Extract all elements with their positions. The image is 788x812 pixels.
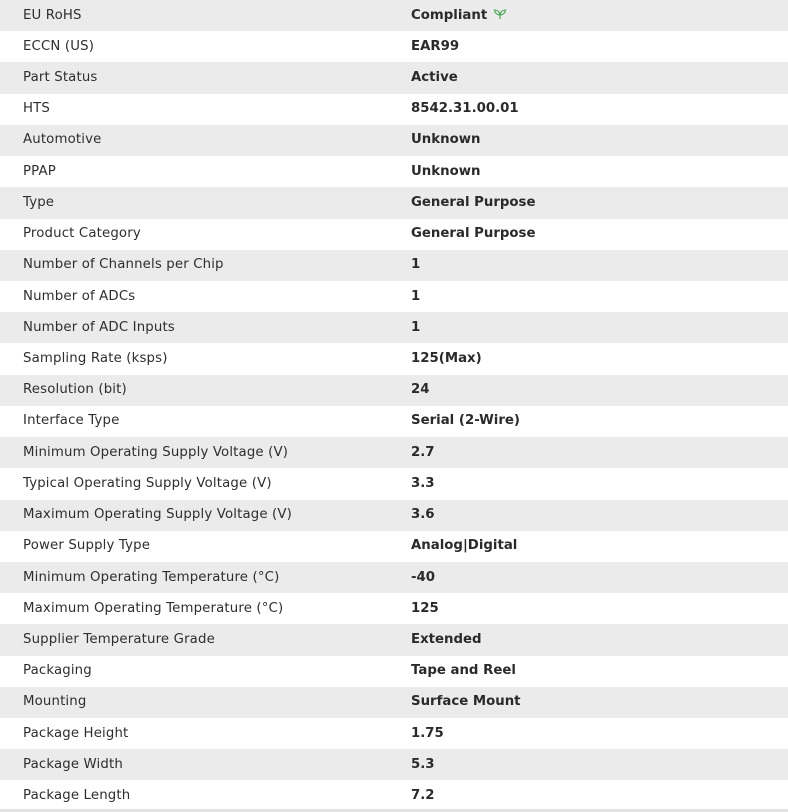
spec-value: Unknown [411,132,481,148]
spec-row-product-category [0,219,788,250]
spec-value: 2.7 [411,444,435,460]
spec-name: Sampling Rate (ksps) [23,351,168,367]
spec-row-mounting [0,687,788,718]
spec-name: Number of Channels per Chip [23,257,224,273]
spec-row-part-status [0,62,788,93]
spec-value: 125 [411,600,439,616]
spec-row-typ-supply-voltage [0,468,788,499]
spec-name: Automotive [23,132,102,148]
spec-row-channels-per-chip [0,250,788,281]
spec-value: Extended [411,631,482,647]
spec-value: General Purpose [411,194,536,210]
spec-name: Resolution (bit) [23,382,127,398]
spec-name: Minimum Operating Supply Voltage (V) [23,444,289,460]
spec-name: Packaging [23,663,92,679]
spec-value: Tape and Reel [411,663,516,679]
spec-row-max-operating-temp [0,593,788,624]
spec-name: Power Supply Type [23,538,151,554]
spec-row-package-height [0,718,788,749]
spec-name: Product Category [23,226,141,242]
spec-value: 3.3 [411,475,435,491]
spec-row-adc-inputs [0,312,788,343]
spec-value: 5.3 [411,756,435,772]
spec-name: PPAP [23,163,56,179]
spec-name: EU RoHS [23,7,82,23]
spec-value: Surface Mount [411,694,521,710]
spec-value-cell [387,0,788,31]
spec-name: Supplier Temperature Grade [23,631,215,647]
spec-name: Typical Operating Supply Voltage (V) [23,475,272,491]
spec-row-temperature-grade [0,624,788,655]
spec-value: 125(Max) [411,351,482,367]
spec-row-ppap [0,156,788,187]
spec-row-sampling-rate [0,343,788,374]
leaf-icon [493,8,507,20]
spec-value: 1 [411,257,421,273]
spec-row-hts [0,94,788,125]
spec-value: 1 [411,288,421,304]
spec-row-package-length [0,780,788,811]
spec-value: EAR99 [411,38,460,54]
spec-row-power-supply-type [0,531,788,562]
spec-value: 1.75 [411,725,444,741]
spec-name: ECCN (US) [23,38,95,54]
spec-row-packaging [0,656,788,687]
spec-value: -40 [411,569,436,585]
spec-value: 8542.31.00.01 [411,101,519,117]
spec-value: Active [411,70,458,86]
spec-name: Maximum Operating Temperature (°C) [23,600,284,616]
spec-value: 1 [411,319,421,335]
spec-row-eu-rohs [0,0,788,31]
spec-value: Compliant [411,7,488,23]
spec-name: Maximum Operating Supply Voltage (V) [23,507,292,523]
spec-name: Package Height [23,725,129,741]
spec-value: Analog|Digital [411,538,518,554]
spec-name: Package Length [23,788,131,804]
spec-row-min-supply-voltage [0,437,788,468]
spec-row-eccn [0,31,788,62]
spec-name: Part Status [23,70,98,86]
spec-row-type [0,187,788,218]
spec-value: 3.6 [411,507,435,523]
spec-name: Package Width [23,756,123,772]
spec-row-resolution [0,375,788,406]
spec-value: 24 [411,382,430,398]
spec-name: Interface Type [23,413,120,429]
spec-name: Number of ADC Inputs [23,319,175,335]
spec-row-number-of-adcs [0,281,788,312]
spec-value: Serial (2-Wire) [411,413,520,429]
spec-value: Unknown [411,163,481,179]
spec-name: Mounting [23,694,87,710]
spec-name: Type [23,194,55,210]
spec-value: 7.2 [411,788,435,804]
spec-row-automotive [0,125,788,156]
spec-value: General Purpose [411,226,536,242]
spec-name: HTS [23,101,51,117]
spec-name: Minimum Operating Temperature (°C) [23,569,280,585]
spec-name: Number of ADCs [23,288,136,304]
spec-row-max-supply-voltage [0,500,788,531]
spec-row-interface-type [0,406,788,437]
spec-row-package-width [0,749,788,780]
spec-row-min-operating-temp [0,562,788,593]
